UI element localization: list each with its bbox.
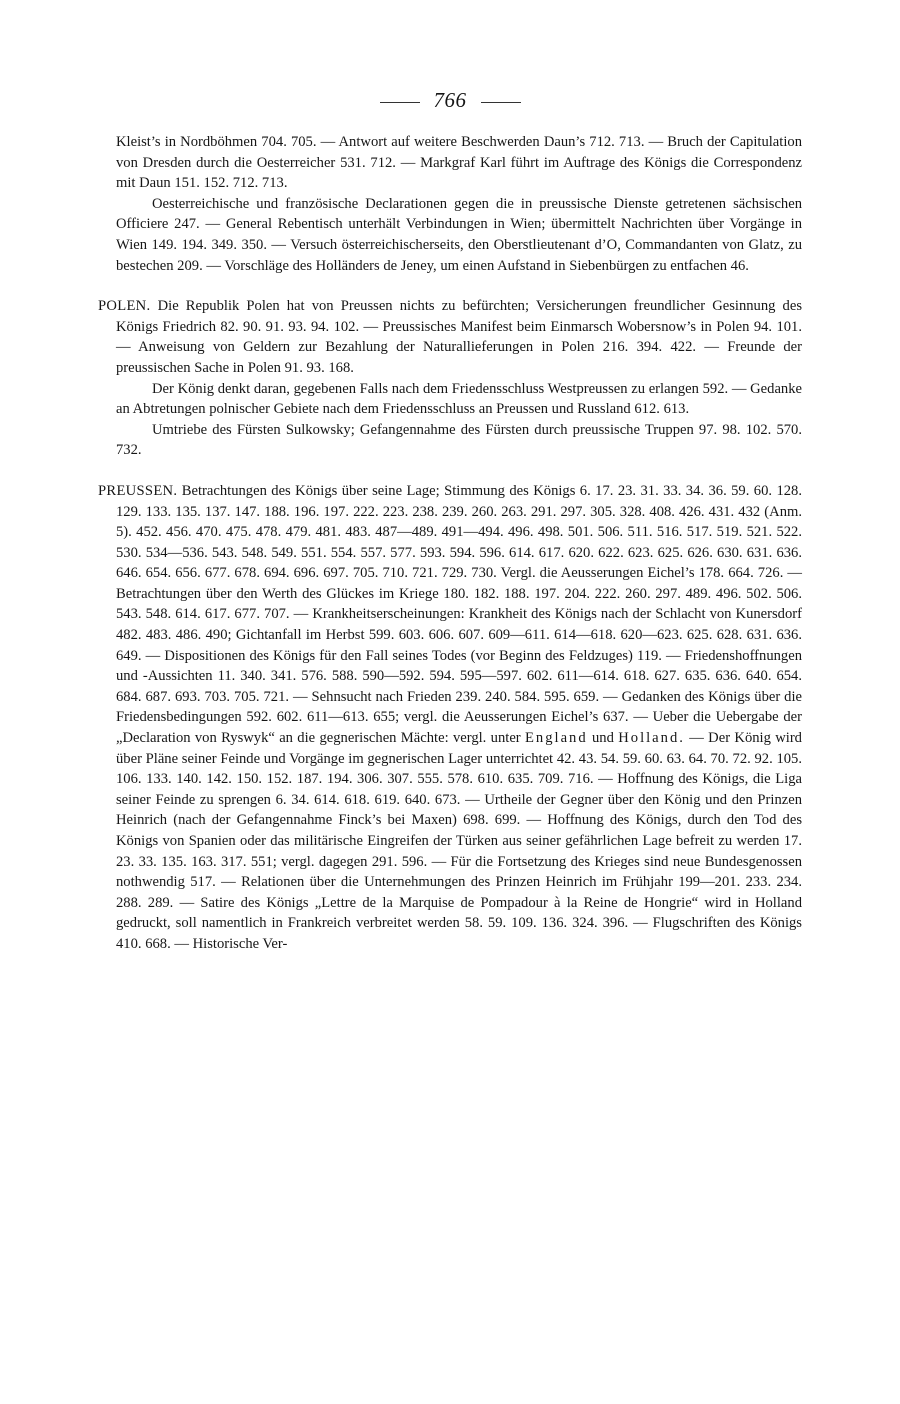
index-body	[98, 132, 802, 955]
polen-paragraph-2: Der König denkt daran, gegebenen Falls nach dem Friedensschluss Westpreussen zu erlangen 592. — Gedanke an Abtretungen polnischer Gebiete nach dem Friedensschluss an Preussen und Russland 612. 613.	[116, 380, 802, 418]
polen-paragraph-3: Umtriebe des Fürsten Sulkowsky; Gefangennahme des Fürsten durch preussische Truppen 97. 98. 102. 570. 732.	[116, 421, 802, 459]
page-number	[0, 88, 900, 113]
page-number-text: 766	[433, 88, 467, 112]
preussen-text-3: — Der König wird über Pläne seiner Feinde und Vorgänge im gegnerischen Lager unterrichtet 42. 43. 54. 59. 60. 63. 64. 70. 72. 92. 105. 106. 133. 140. 142. 150. 152. 187. 194. 306. 307. 555. 578. 610. 635. 709. 716. — Hoffnung des Königs, die Liga seiner Feinde zu sprengen 6. 34. 614. 618. 619. 640. 673. — Urtheile der Gegner über den König und den Prinzen Heinrich (nach der Gefangennahme Finck’s bei Maxen) 698. 699. — Hoffnung des Königs, durch den Tod des Königs von Spanien oder das militärische Eingreifen der Türken aus seiner gefährlichen Lage befreit zu werden 17. 23. 33. 135. 163. 317. 551; vergl. dagegen 291. 596. — Für die Fortsetzung des Krieges sind neue Bundesgenossen nothwendig 517. — Relationen über die Unternehmungen des Prinzen Heinrich im Frühjahr 199—201. 233. 234. 288. 289. — Satire des Königs „Lettre de la Marquise de Pompadour à la Reine de Hongrie“ wird in Holland gedruckt, soll namentlich in Frankreich verbreitet werden 58. 59. 109. 136. 324. 396. — Flugschriften des Königs 410. 668. — Historische Ver-	[116, 730, 802, 952]
continuation-paragraph-1: Kleist’s in Nordböhmen 704. 705. — Antwort auf weitere Beschwerden Daun’s 712. 713. — Bruch der Capitulation von Dresden durch die Oesterreicher 531. 712. — Markgraf Karl führt im Auftrage des Königs die Correspondenz mit Daun 151. 152. 712. 713.	[116, 134, 802, 192]
polen-paragraph-1	[98, 296, 802, 378]
polen-text-1: Die Republik Polen hat von Preussen nichts zu befürchten; Versicherungen freundlicher Gesinnung des Königs Friedrich 82. 90. 91. 93. 94. 102. — Preussisches Manifest beim Einmarsch Wobersnow’s in Polen 94. 101. — Anweisung von Geldern zur Bezahlung der Naturallieferungen in Polen 216. 394. 422. — Freunde der preussischen Sache in Polen 91. 93. 168.	[116, 298, 802, 376]
preussen-paragraph	[98, 481, 802, 955]
preussen-text-1: Betrachtungen des Königs über seine Lage; Stimmung des Königs 6. 17. 23. 31. 33. 34. 36. 59. 60. 128. 129. 133. 135. 137. 147. 188. 196. 197. 222. 223. 238. 239. 260. 263. 291. 297. 305. 328. 408. 426. 431. 432 (Anm. 5). 452. 456. 470. 475. 478. 479. 481. 483. 487—489. 491—494. 496. 498. 501. 506. 511. 516. 517. 519. 521. 522. 530. 534—536. 543. 548. 549. 551. 554. 557. 577. 593. 594. 596. 614. 617. 620. 622. 623. 625. 626. 630. 631. 636. 646. 654. 656. 677. 678. 694. 696. 697. 705. 710. 721. 729. 730. Vergl. die Aeusserungen Eichel’s 178. 664. 726. — Betrachtungen über den Werth des Glückes im Kriege 180. 182. 188. 197. 204. 222. 260. 297. 489. 496. 502. 506. 543. 548. 614. 617. 677. 707. — Krankheitserscheinungen: Krankheit des Königs nach der Schlacht von Kunersdorf 482. 483. 486. 490; Gichtanfall im Herbst 599. 603. 606. 607. 609—611. 614—618. 620—623. 625. 628. 631. 636. 649. — Dispositionen des Königs für den Fall seines Todes (vor Beginn des Feldzuges) 119. — Friedenshoffnungen und -Aussichten 11. 340. 341. 576. 588. 590—592. 594. 595—597. 602. 611—614. 618. 627. 635. 636. 640. 654. 684. 687. 693. 703. 705. 721. — Sehnsucht nach Frieden 239. 240. 584. 595. 659. — Gedanken des Königs über die Friedensbedingungen 592. 602. 611—613. 655; vergl. die Aeusserungen Eichel’s 637. — Ueber die Uebergabe der „Declaration von Ryswyk“ an die gegnerischen Mächte: vergl. unter	[116, 482, 802, 747]
preussen-text-2: und	[592, 730, 614, 747]
preussen-heading: PREUSSEN.	[98, 482, 178, 499]
entry-gap	[98, 461, 802, 481]
index-entry-polen	[98, 296, 802, 461]
preussen-crossref-holland: Holland.	[618, 730, 685, 747]
index-entry-preussen	[98, 481, 802, 955]
page-number-dash-left	[380, 102, 420, 103]
page-number-dash-right	[481, 102, 521, 103]
preussen-crossref-england: England	[525, 730, 588, 747]
continuation-paragraph-2: Oesterreichische und französische Declarationen gegen die in preussische Dienste getretenen sächsischen Officiere 247. — General Rebentisch unterhält Verbindungen in Wien; übermittelt Nachrichten über Vorgänge in Wien 149. 194. 349. 350. — Versuch österreichischerseits, den Oberstlieutenant d’O, Commandanten von Glatz, zu bestechen 209. — Vorschläge des Holländers de Jeney, um einen Aufstand in Siebenbürgen zu entfachen 46.	[116, 195, 802, 274]
entry-gap	[98, 276, 802, 296]
polen-heading: POLEN.	[98, 298, 151, 315]
